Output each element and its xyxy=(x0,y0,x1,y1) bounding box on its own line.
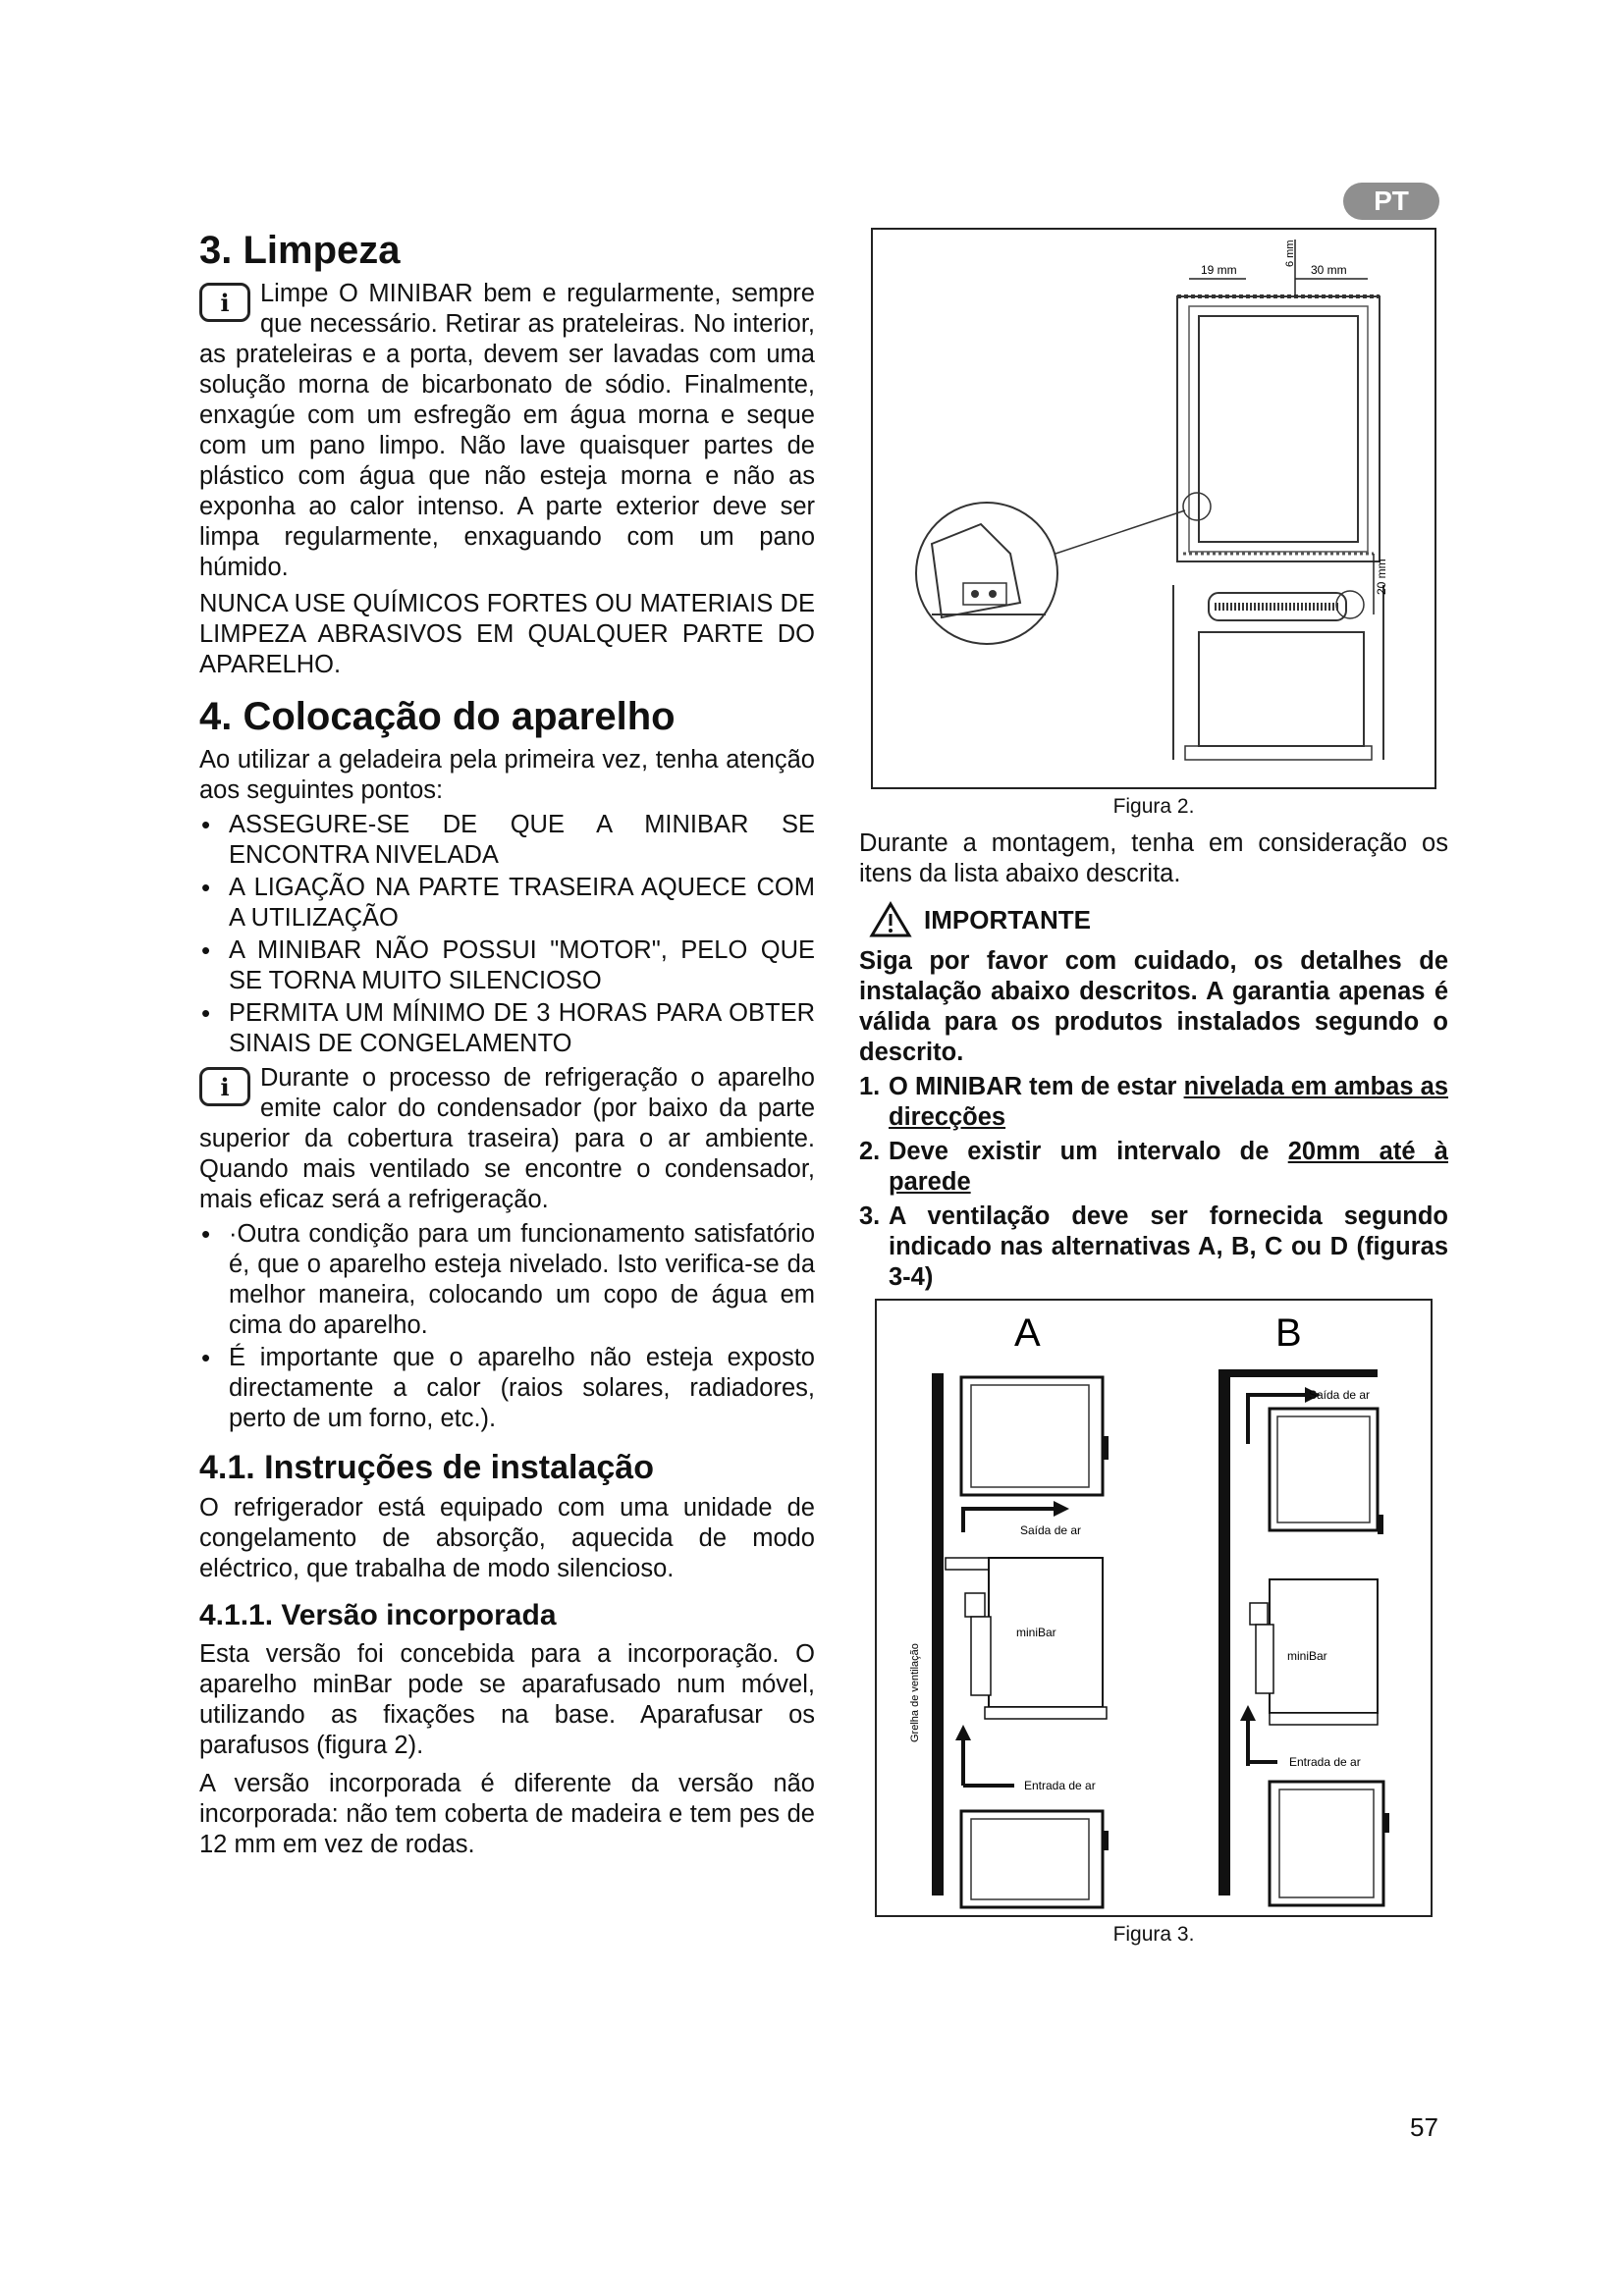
importante-paragraph: Siga por favor com cuidado, os detalhes de instalação abaixo descritos. A garantia apenas é válida para os produtos instalados segundo o descrito. xyxy=(859,947,1448,1066)
importante-heading xyxy=(869,901,1448,938)
list-item: 2. Deve existir um intervalo de 20mm até à parede xyxy=(859,1138,1448,1196)
figure-2-drawing xyxy=(873,230,1435,787)
figure-3-caption: Figura 3. xyxy=(1112,1923,1195,1946)
section-title-limpeza: 3. Limpeza xyxy=(199,229,401,272)
label-b: B xyxy=(1275,1311,1302,1355)
warning-icon xyxy=(869,901,912,938)
colocacao-paragraph-block xyxy=(199,1063,815,1215)
figure-3-drawing xyxy=(877,1301,1431,1915)
saida-de-ar-a: Saída de ar xyxy=(1020,1523,1082,1537)
page-number: 57 xyxy=(1410,2112,1438,2142)
info-icon: i xyxy=(199,283,250,322)
versao-paragraph-2: A versão incorporada é diferente da versão não incorporada: não tem coberta de madeira e tem pes de 12 mm em vez de rodas. xyxy=(199,1770,815,1858)
list-item: • A MINIBAR NÃO POSSUI "MOTOR", PELO QUE SE TORNA MUITO SILENCIOSO xyxy=(199,935,815,996)
section-title-colocacao: 4. Colocação do aparelho xyxy=(199,695,676,738)
info-icon: i xyxy=(199,1067,250,1106)
list-item: • ·Outra condição para um funcionamento satisfatório é, que o aparelho esteja nivelado. Isto verifica-se da melhor maneira, colocando um copo de água em cima do aparelho. xyxy=(199,1219,815,1341)
limpeza-warning: NUNCA USE QUÍMICOS FORTES OU MATERIAIS DE LIMPEZA ABRASIVOS EM QUALQUER PARTE DO APARELHO. xyxy=(199,590,815,678)
dim-30mm: 30 mm xyxy=(1311,263,1347,277)
left-column xyxy=(199,228,815,1860)
dim-6mm: 6 mm xyxy=(1284,240,1296,267)
language-badge: PT xyxy=(1343,183,1439,220)
limpeza-paragraph: Limpe O MINIBAR bem e regularmente, sempre que necessário. Retirar as prateleiras. No interior, as prateleiras e a porta, devem ser lavadas com uma solução morna de bicarbonato de sódio. Finalmente, enxagúe com um esfregão em água morna e seque com um pano limpo. Não lave quaisquer partes de plástico com água que não esteja morna e não as exponha ao calor intenso. A parte exterior deve ser limpa regularmente, enxaguando com um pano húmido. xyxy=(199,280,815,581)
section-title-versao: 4.1.1. Versão incorporada xyxy=(199,1599,557,1631)
figure-2-caption: Figura 2. xyxy=(1112,795,1195,818)
section-title-instrucoes: 4.1. Instruções de instalação xyxy=(199,1449,654,1486)
colocacao-bullets xyxy=(199,810,815,1059)
versao-paragraph-1: Esta versão foi concebida para a incorporação. O aparelho minBar pode se aparafusado num móvel, utilizando as fixações na base. Aparafusar os parafusos (figura 2). xyxy=(199,1640,815,1759)
colocacao-paragraph: Durante o processo de refrigeração o aparelho emite calor do condensador (por baixo da parte superior da cobertura traseira) para o ar ambiente. Quando mais ventilado se encontre o condensador, mais eficaz será a refrigeração. xyxy=(199,1064,815,1213)
entrada-de-ar-b: Entrada de ar xyxy=(1289,1755,1361,1769)
dim-19mm: 19 mm xyxy=(1201,263,1237,277)
label-a: A xyxy=(1014,1311,1041,1355)
dim-20mm: 20 mm xyxy=(1375,559,1388,595)
list-item: 3. A ventilação deve ser fornecida segundo indicado nas alternativas A, B, C ou D (figuras 3-4) xyxy=(859,1202,1448,1291)
list-item: 1. O MINIBAR tem de estar nivelada em ambas as direcções xyxy=(859,1073,1448,1131)
instrucoes-paragraph: O refrigerador está equipado com uma unidade de congelamento de absorção, aquecida de modo eléctrico, que trabalha de modo silencioso. xyxy=(199,1494,815,1582)
minibar-b: miniBar xyxy=(1287,1649,1327,1663)
figure-2 xyxy=(871,228,1436,789)
entrada-de-ar-a: Entrada de ar xyxy=(1024,1779,1096,1792)
minibar-a: miniBar xyxy=(1016,1626,1056,1639)
limpeza-paragraph-block xyxy=(199,279,815,583)
list-item: • A LIGAÇÃO NA PARTE TRASEIRA AQUECE COM A UTILIZAÇÃO xyxy=(199,873,815,934)
colocacao-bullets-2 xyxy=(199,1219,815,1434)
right-intro: Durante a montagem, tenha em consideração os itens da lista abaixo descrita. xyxy=(859,829,1448,887)
figure-3 xyxy=(875,1299,1433,1917)
importante-label: IMPORTANTE xyxy=(924,904,1091,934)
install-steps xyxy=(859,1072,1448,1293)
saida-de-ar-b: Saída de ar xyxy=(1309,1388,1371,1402)
list-item: • ASSEGURE-SE DE QUE A MINIBAR SE ENCONTRA NIVELADA xyxy=(199,810,815,871)
list-item: • É importante que o aparelho não esteja exposto directamente a calor (raios solares, radiadores, perto de um forno, etc.). xyxy=(199,1343,815,1434)
right-column xyxy=(859,228,1448,1956)
grelha-label: Grelha de ventilação xyxy=(909,1643,921,1742)
list-item: • PERMITA UM MÍNIMO DE 3 HORAS PARA OBTER SINAIS DE CONGELAMENTO xyxy=(199,998,815,1059)
colocacao-intro: Ao utilizar a geladeira pela primeira vez, tenha atenção aos seguintes pontos: xyxy=(199,746,815,804)
